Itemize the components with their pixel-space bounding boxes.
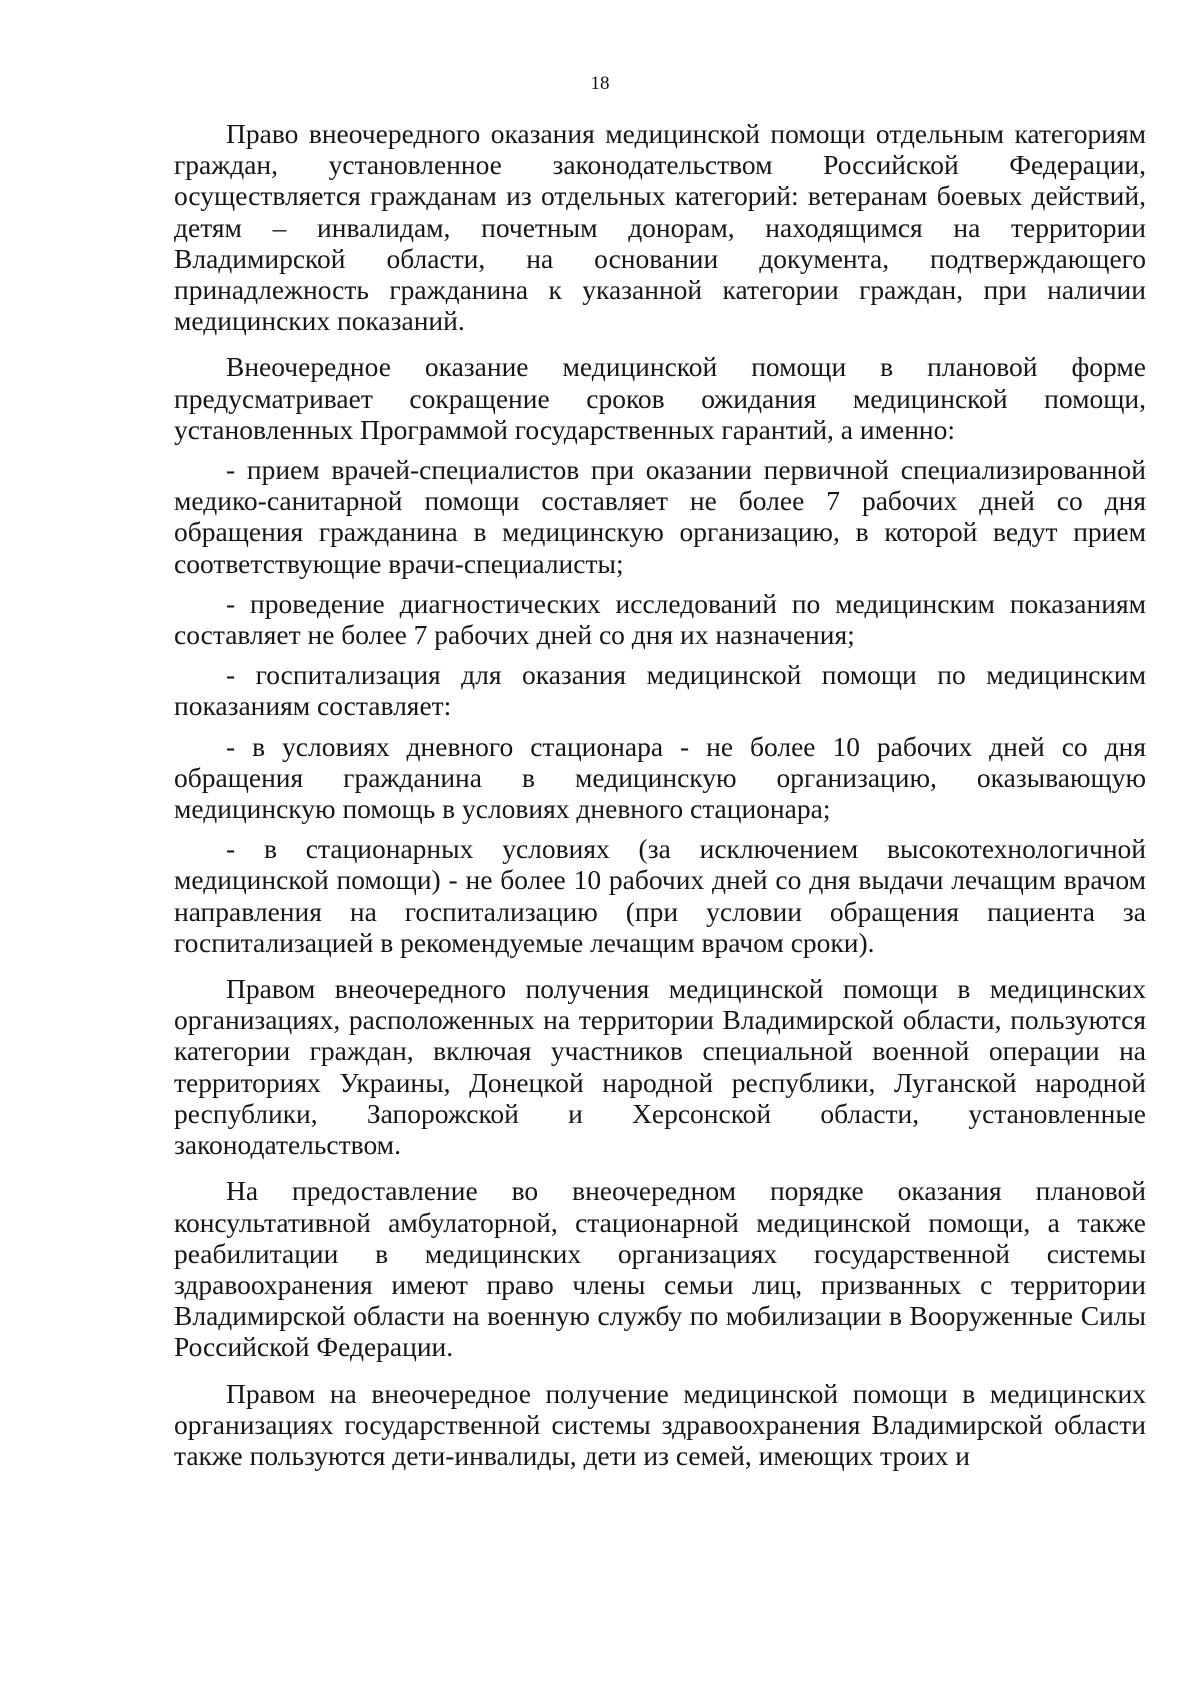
paragraph-mobilized-families: На предоставление во внеочередном порядке оказания плановой консультативной амбулаторной, стационарной медицинской помощи, а также реабилитации в медицинских организациях государственной системы здравоохранения имеют право члены семьи лиц, призванных с территории Владимирской области на военную службу по мобилизации в Вооруженные Силы Российской Федерации. (174, 1175, 1146, 1363)
document-body (174, 118, 1146, 1471)
list-item-day-hospital: - в условиях дневного стационара - не более 10 рабочих дней со дня обращения гражданина в медицинскую организацию, оказывающую медицинскую помощь в условиях дневного стационара; (174, 730, 1146, 825)
paragraph-disabled-children: Правом на внеочередное получение медицинской помощи в медицинских организациях государственной системы здравоохранения Владимирской области также пользуются дети-инвалиды, дети из семей, имеющих троих и (174, 1377, 1146, 1471)
paragraph-priority-right: Право внеочередного оказания медицинской помощи отдельным категориям граждан, установленное законодательством Российской Федерации, осуществляется гражданам из отдельных категорий: ветеранам боевых действий, детям – инвалидам, почетным донорам, находящимся на территории Владимирской области, на основании документа, подтверждающего принадлежность гражданина к указанной категории граждан, при наличии медицинских показаний. (174, 118, 1146, 337)
list-item-diagnostics: - проведение диагностических исследований по медицинским показаниям составляет не более 7 рабочих дней со дня их назначения; (174, 587, 1146, 651)
paragraph-planned-care: Внеочередное оказание медицинской помощи в плановой форме предусматривает сокращение сроков ожидания медицинской помощи, установленных Программой государственных гарантий, а именно: (174, 351, 1146, 445)
page-number: 18 (590, 73, 610, 94)
list-item-inpatient: - в стационарных условиях (за исключением высокотехнологичной медицинской помощи) - не более 10 рабочих дней со дня выдачи лечащим врачом направления на госпитализацию (при условии обращения пациента за госпитализацией в рекомендуемые лечащим врачом сроки). (174, 833, 1146, 958)
list-item-specialist-visit: - прием врачей-специалистов при оказании первичной специализированной медико-санитарной помощи составляет не более 7 рабочих дней со дня обращения гражданина в медицинскую организацию, в которой ведут прием соответствующие врачи-специалисты; (174, 454, 1146, 579)
paragraph-svo-participants: Правом внеочередного получения медицинской помощи в медицинских организациях, расположенных на территории Владимирской области, пользуются категории граждан, включая участников специальной военной операции на территориях Украины, Донецкой народной республики, Луганской народной республики, Запорожской и Херсонской области, установленные законодательством. (174, 973, 1146, 1161)
list-item-hospitalization: - госпитализация для оказания медицинской помощи по медицинским показаниям составляет: (174, 659, 1146, 722)
